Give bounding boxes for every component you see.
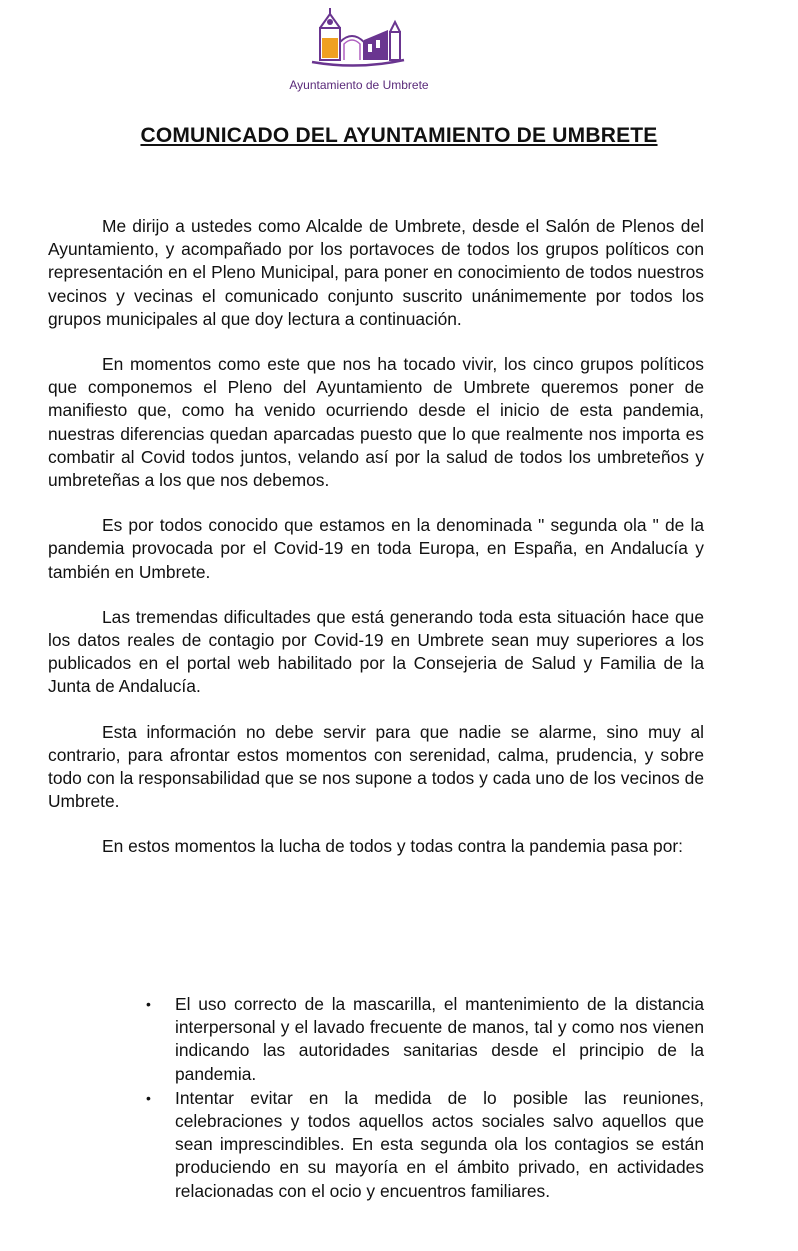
page-title: COMUNICADO DEL AYUNTAMIENTO DE UMBRETE [140,124,658,147]
list-item [146,1087,704,1203]
paragraph-intro: Me dirijo a ustedes como Alcalde de Umbrete, desde el Salón de Plenos del Ayuntamiento, y acompañado por los portavoces de todos los grupos políticos con representación en el Pleno Municipal, para poner en conocimiento de todos nuestros vecinos y vecinas el comunicado conjunto suscrito unánimemente por todos los grupos municipales al que doy lectura a continuación. [48,216,704,329]
paragraph-second-wave: Es por todos conocido que estamos en la denominada " segunda ola " de la pandemia provocada por el Covid-19 en toda Europa, en España, en Andalucía y también en Umbrete. [48,515,704,582]
ayuntamiento-logo [278,6,440,106]
list-item-text: Intentar evitar en la medida de lo posible las reuniones, celebraciones y todos aquellos actos sociales salvo aquellos que sean imprescindibles. En esta segunda ola los contagios se están produciendo en su mayoría en el ámbito privado, en actividades relacionadas con el ocio y encuentros familiares. [175,1087,704,1201]
measures-list [146,993,704,1204]
paragraph-no-alarm: Esta información no debe servir para que nadie se alarme, sino muy al contrario, para afrontar estos momentos con serenidad, calma, prudencia, y sobre todo con la responsabilidad que se nos supone a todos y cada uno de los vecinos de Umbrete. [48,721,704,812]
paragraph-difficulties: Las tremendas dificultades que está generando toda esta situación hace que los datos reales de contagio por Covid-19 en Umbrete sean muy superiores a los publicados en el portal web habilitado por la Consejeria de Salud y Familia de la Junta de Andalucía. [48,606,704,697]
list-item-text: El uso correcto de la mascarilla, el mantenimiento de la distancia interpersonal y el lavado frecuente de manos, tal y como nos vienen indicando las autoridades sanitarias desde el principio de la pandemia. [175,994,704,1084]
bullet-icon: • [146,996,151,1012]
paragraph-groups: En momentos como este que nos ha tocado vivir, los cinco grupos políticos que componemos el Pleno del Ayuntamiento de Umbrete queremos poner de manifiesto que, como ha venido ocurriendo desde el inicio de esta pandemia, nuestras diferencias quedan aparcadas puesto que lo que realmente nos importa es combatir al Covid todos juntos, velando así por la salud de todos los umbreteños y umbreteñas a los que nos debemos. [48,354,704,491]
town-hall-logo-icon [306,6,410,70]
logo-caption: Ayuntamiento de Umbrete [289,78,429,92]
list-item [146,993,704,1086]
bullet-icon: • [146,1089,151,1106]
communique-body [48,215,704,881]
paragraph-fight: En estos momentos la lucha de todos y todas contra la pandemia pasa por: [102,836,683,857]
